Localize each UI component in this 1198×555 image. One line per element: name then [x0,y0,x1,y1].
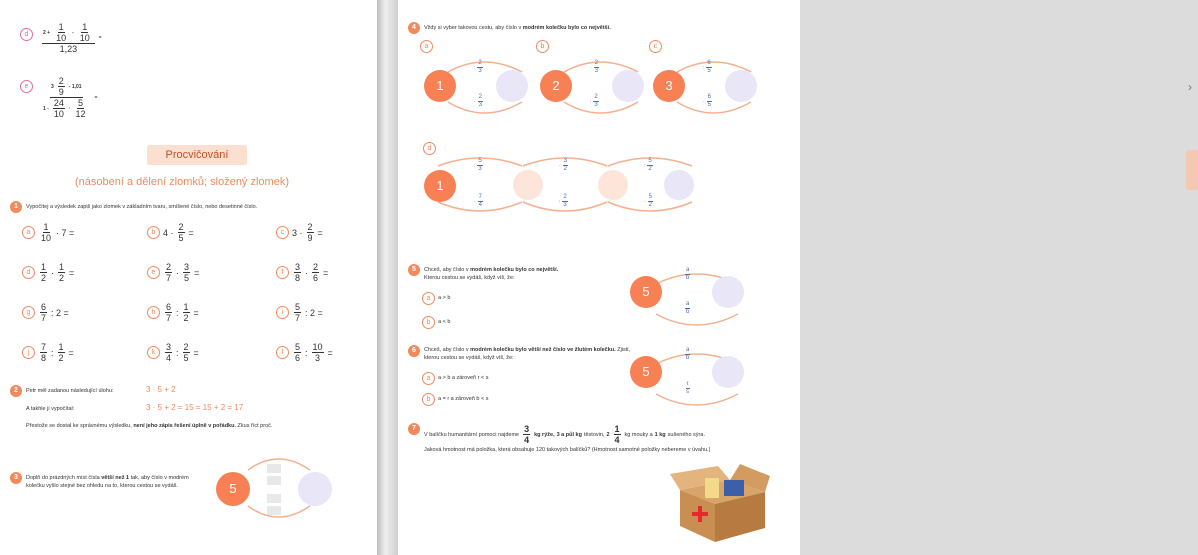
denominator: 8 [295,273,301,283]
numerator: 1 [58,342,64,352]
top-operation [683,266,692,284]
blank-box[interactable] [267,494,281,503]
denominator: 5 [183,353,189,363]
denominator: 7 [166,273,172,283]
option-b: a < b [438,319,451,325]
operator: : [305,347,308,358]
numerator: 2 [313,262,319,272]
denominator: 7 [41,313,47,323]
denominator: 5 [707,102,712,108]
fraction [294,262,301,283]
fraction [294,342,301,363]
fraction [58,342,65,363]
numerator: 2 [478,60,482,66]
numerator: r [686,381,689,388]
task-7-text: V balíčku humanitární pomoci najdeme $\frac{3}{4}$ kg rýže, 3 a půl kg těstovin, 2 $\frac{1}{4}$ kg mouky a 1 kg sušeného sýra. [424,424,705,445]
operator: : [559,198,561,205]
numerator: 5 [648,194,653,200]
task-number: 6 [408,345,420,357]
denominator: 4 [478,202,483,208]
denominator: 2 [41,273,47,283]
sub-label: a [420,40,433,53]
exercise-label: k [147,346,160,359]
intermediate-circle [598,170,628,200]
task-7-question: Jaková hmotnost má položka, která obsahuje 120 takových balíčků? (Hmotnost samotné položky nebereme v úvahu.) [424,447,711,453]
denominator: 10 [41,233,52,243]
fraction [183,262,190,283]
exercise [38,222,74,243]
start-circle: 1 [424,70,456,102]
operator: = [68,347,74,358]
denominator: 3 [478,102,483,108]
task-6-instruction: Chceš, aby číslo v modrém kolečku bylo větší než číslo ve žlutém kolečku. Zjisti, kterou cestou se vydáš, když víš, že: [424,347,631,361]
fraction [647,158,652,173]
fraction [40,342,47,363]
numerator: 6 [707,94,712,100]
task-4-instruction: Vždy si vyber takovou cestu, aby číslo v modrém kolečku bylo co největší. [424,25,611,31]
operator: = [69,267,75,278]
denominator: b [686,275,690,282]
blank-box[interactable] [267,476,281,485]
numerator: 5 [295,302,301,312]
operator: · [51,267,55,278]
denominator: 2 [648,166,652,172]
denominator: 3 [563,202,567,208]
exercise [292,262,328,283]
end-circle [496,70,528,102]
bottom-operation [703,94,714,109]
operator: : [644,162,646,169]
operator: = [323,267,329,278]
numerator: 2 [178,222,184,232]
numerator: 2 [478,94,483,100]
left-page [0,0,377,555]
denominator: 4 [166,353,172,363]
numerator: 2 [594,94,598,100]
fraction [478,94,483,109]
fraction [307,222,314,243]
operator: = [327,347,333,358]
section-title: Procvičování [147,145,247,165]
start-circle: 3 [653,70,685,102]
denominator: 5 [707,68,711,74]
denominator: 2 [648,202,653,208]
numerator: a [686,301,690,308]
denominator: 3 [594,102,598,108]
fraction [707,94,712,109]
fraction [294,302,301,323]
fraction [562,194,567,209]
operator: · [559,162,561,169]
denominator: 2 [59,273,65,283]
fraction [563,158,568,173]
sub-label: b [536,40,549,53]
task-1-instruction: Vypočítej a výsledek zapiš jako zlomek v základním tvaru, smíšené číslo, nebo desetinné číslo. [26,204,258,210]
task-2-line3: Přestože se dostal ke správnému výsledku, není jeho zápis řešení úplně v pořádku. Zkus říct proč. [26,423,273,429]
fraction [40,222,52,243]
option-b: a = r a zároveň b < s [438,396,489,402]
fraction [312,342,324,363]
numerator: 2 [166,262,172,272]
numerator: 1 [41,262,47,272]
denominator: b [686,309,690,316]
bottom-operation [683,380,692,398]
task-3-instruction: Doplň do prázdných míst čísla větší než 1 tak, aby číslo v modrém kolečku vyšlo stejné bez ohledu na to, kterou cestou se vydáš. [26,475,189,489]
exercise [38,342,74,363]
exercise [163,342,199,363]
denominator: 3 [315,353,321,363]
fraction [178,222,185,243]
numerator: 7 [478,194,483,200]
exercise-label: a [22,226,35,239]
fraction [165,342,172,363]
exercise [292,222,323,243]
denominator: 2 [58,353,64,363]
option-a: a > b a zároveň r < s [438,375,489,381]
task-2-line2: A takhle ji vypočítal: [26,406,75,412]
operator: · [474,98,476,105]
fraction [478,194,483,209]
denominator: 3 [478,68,482,74]
chain-operation [559,158,570,173]
fraction [165,302,172,323]
operator: = [193,347,199,358]
chain-operation [559,194,570,209]
sub-label: a [422,372,435,385]
exercise-marker: d [20,28,33,41]
operator: = [188,227,194,238]
fraction [183,342,190,363]
fraction [685,381,690,396]
fraction [40,262,47,283]
end-circle [712,276,744,308]
numerator: a [686,347,690,354]
bottom-operation [590,94,601,109]
chain-operation [474,194,485,209]
compound-fraction-2: 3 $\frac{2}{9}$ - 1,01 1 - $\frac{24}{10}$ · $\frac{5}{12}$ = [43,76,98,119]
operator: · [590,64,592,71]
sub-label: c [649,40,662,53]
denominator: 7 [166,313,172,323]
start-circle: 5 [630,356,662,388]
numerator: 1 [59,262,65,272]
fraction [593,94,598,109]
fraction [685,301,690,316]
operator: = [317,227,323,238]
fraction [706,60,711,75]
start-circle: 1 [424,170,456,202]
operator: · [703,98,705,105]
page-arrow-icon: › [1188,80,1192,94]
denominator: 8 [41,353,47,363]
start-circle: 5 [630,276,662,308]
fraction [685,267,690,282]
section-subtitle: (násobení a dělení zlomků; složený zlomek) [75,176,289,188]
start-circle: 5 [216,472,250,506]
exercise-marker: e [20,80,33,93]
numerator: 10 [312,342,323,352]
top-operation [683,346,692,364]
operator: : [176,307,179,318]
top-operation [590,60,601,75]
operator: = [193,307,199,318]
operator: · [305,267,309,278]
exercise-label: i [276,306,289,319]
task-2-calculation: 3 · 5 + 2 = 15 = 15 + 2 = 17 [146,403,244,412]
right-page [398,0,1192,555]
numerator: 5 [295,342,301,352]
numerator: a [686,267,690,274]
exercise-label: j [22,346,35,359]
numerator: 2 [183,342,189,352]
top-operation [703,60,714,75]
end-circle [612,70,644,102]
numerator: 7 [41,342,47,352]
denominator: 3 [478,166,482,172]
chain-operation [474,158,485,173]
task-number: 1 [10,201,22,213]
task-number: 2 [10,385,22,397]
exercise [292,302,323,323]
operator: 3 · [292,227,303,238]
task-2-expression: 3 · 5 + 2 [146,385,176,394]
numerator: 3 [295,262,301,272]
numerator: 5 [648,158,652,164]
exercise [292,342,333,363]
sub-label: b [422,393,435,406]
chain-operation [644,158,655,173]
operator: · [644,198,646,205]
numerator: 6 [41,302,47,312]
task-number: 4 [408,22,420,34]
operator: : [703,64,705,71]
fraction [648,194,653,209]
numerator: 2 [594,60,599,66]
fraction [312,262,319,283]
bottom-operation [474,94,485,109]
numerator: 3 [184,262,190,272]
fraction [40,302,47,323]
denominator: 7 [295,313,301,323]
exercise [163,302,199,323]
task-2-line1: Petr měl zadanou následující úlohu: [26,388,114,394]
bottom-operation [683,300,692,318]
denominator: 5 [178,233,184,243]
exercise-label: d [22,266,35,279]
exercise-label: h [147,306,160,319]
book-gutter [377,0,398,555]
option-a: a > b [438,295,451,301]
task-5-instruction: Chceš, aby číslo v modrém kolečku bylo co největší. Kterou cestou se vydáš, když víš, že: [424,267,559,281]
exercise-label: f [276,266,289,279]
denominator: s [686,389,689,396]
task-number: 3 [10,472,22,484]
fraction [477,158,482,173]
start-circle: 2 [540,70,572,102]
operator: 4 · [163,227,174,238]
numerator: 2 [563,194,567,200]
sub-label: a [422,292,435,305]
denominator: 3 [594,68,599,74]
aid-package-illustration [670,460,770,545]
operator: = [194,267,200,278]
top-operation [474,60,485,75]
blank-box[interactable] [267,464,281,473]
numerator: 5 [478,158,482,164]
blank-box[interactable] [267,506,281,515]
exercise [163,222,194,243]
operator: · [176,267,180,278]
fraction [594,60,599,75]
numerator: 6 [707,60,711,66]
operator: : [590,98,592,105]
numerator: 1 [43,222,49,232]
operator: : [474,64,476,71]
end-circle [664,170,694,200]
denominator: 9 [307,233,313,243]
intermediate-circle [513,170,543,200]
exercise-label: c [276,226,289,239]
operator: · 7 = [56,227,75,238]
end-circle [298,472,332,506]
exercise-label: e [147,266,160,279]
denominator: 6 [295,353,301,363]
page-edge-tab [1186,150,1198,190]
operator: : [176,347,179,358]
operator: : 2 = [51,307,69,318]
numerator: 2 [307,222,313,232]
fraction [183,302,190,323]
chain-operation [644,194,655,209]
task-number: 5 [408,264,420,276]
task-number: 7 [408,423,420,435]
denominator: b [686,355,690,362]
operator: : 2 = [305,307,323,318]
exercise-label: l [276,346,289,359]
fraction [685,347,690,362]
numerator: 3 [563,158,568,164]
numerator: 3 [166,342,172,352]
exercise [163,262,199,283]
denominator: 2 [183,313,189,323]
exercise [38,302,69,323]
exercise-label: b [147,226,160,239]
numerator: 6 [166,302,172,312]
operator: : [51,347,54,358]
end-circle [712,356,744,388]
operator: : [474,162,476,169]
sub-label: d [423,142,436,155]
exercise [38,262,74,283]
operator: · [474,198,476,205]
exercise-label: g [22,306,35,319]
fraction [58,262,65,283]
compound-fraction-1: 2 + $\frac{1}{10}$ - $\frac{1}{10}$ 1,23 = [43,22,102,54]
denominator: 6 [313,273,319,283]
fraction [165,262,172,283]
numerator: 1 [183,302,189,312]
denominator: 5 [184,273,190,283]
end-circle [725,70,757,102]
denominator: 2 [563,166,568,172]
fraction [477,60,482,75]
sub-label: b [422,316,435,329]
